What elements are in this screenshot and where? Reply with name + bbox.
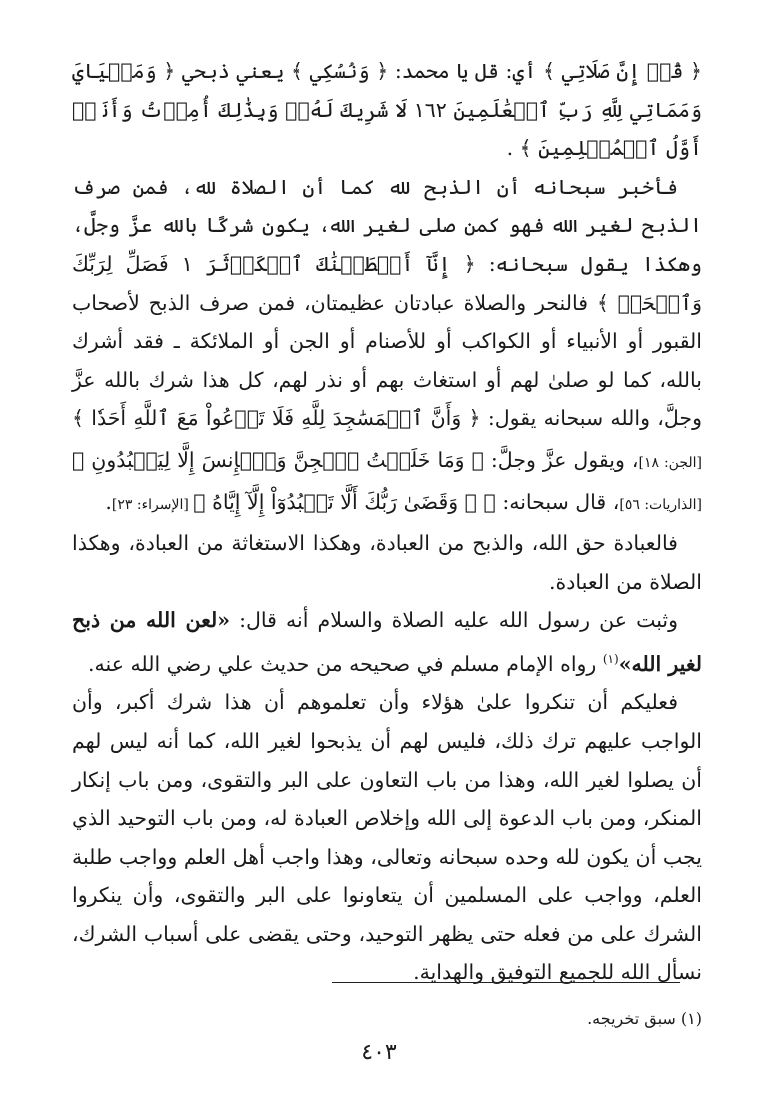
paragraph-text: رواه الإمام مسلم في صحيحه من حديث علي رضي الله عنه. [88,651,603,676]
hadith-text: «لعن الله من ذبح لغير الله» [72,608,702,676]
paragraph-text: فعليكم أن تنكروا علىٰ هؤلاء وأن تعلموهم أن هذا شرك أكبر، وأن الواجب عليهم ترك ذلك، فليس لهم أن يذبحوا لغير الله، كما أنه ليس لهم أن يصلوا لغير الله، وهذا من باب التعاون على البر والتقوى، ومن باب إنكار المنكر، ومن باب الدعوة إلى الله وإخلاص العبادة له، ومن باب التوحيد الذي يجب أن يكون لله وحده سبحانه وتعالى، وهذا واجب أهل العلم وواجب طلبة العلم، وواجب على المسلمين أن يتعاونوا على البر والتقوى، وأن ينكروا الشرك على من فعله حتى يظهر التوحيد، وحتى يقضى على أسباب الشرك، نسأل الله للجميع التوفيق والهداية. [72,690,702,985]
paragraph-text: ، قال سبحانه: [495,489,620,514]
footnote-separator [332,982,680,983]
quran-verse: ﴿ إِنَّآ أَعۡطَيۡنَٰكَ ٱلۡكَوۡثَرَ ١ فَصَلِّ لِرَبِّكَ وَٱنۡحَرۡ ﴾ [72,251,702,315]
page-number: ٤٠٣ [361,1040,397,1065]
paragraph-3 [72,524,702,601]
paragraph-4 [72,601,702,683]
quran-verse: ﴿ وَمَا خَلَقۡتُ ٱلۡجِنَّ وَٱلۡإِنسَ إِلَّا لِيَعۡبُدُونِ ﴾ [72,447,484,472]
quran-verse: ﴿ وَمَحۡيَايَ وَمَمَاتِي لِلَّهِ رَبِّ ٱلۡعَٰلَمِينَ ١٦٢ لَا شَرِيكَ لَهُۥۖ وَبِذَٰلِكَ أُمِرۡتُ وَأَنَا۠ أَوَّلُ ٱلۡمُسۡلِمِينَ ﴾ [72,59,702,161]
paragraph-text: . [105,489,112,514]
paragraph-text: فالعبادة حق الله، والذبح من العبادة، وهكذا الاستغاثة من العبادة، وهكذا الصلاة من العبادة. [72,531,702,594]
quran-verse: ﴿ ۞ وَقَضَىٰ رَبُّكَ أَلَّا تَعۡبُدُوٓاْ إِلَّآ إِيَّاهُ ﴾ [193,489,496,514]
paragraph-text: . [506,136,520,161]
footnote [587,1008,702,1030]
footnote-text: سبق تخريجه. [587,1009,676,1028]
paragraph-text: ، ويقول عزَّ وجلَّ: [483,447,639,472]
paragraph-text: فأخبر سبحانه أن الذبح لله كما أن الصلاة لله، فمن صرف الذبح لغير الله فهو كمن صلى لغير الله، يكون شركًا بالله عزَّ وجلَّ، وهكذا يقول سبحانه: [72,174,702,276]
verse-reference: [الجن: ١٨] [638,454,702,471]
quran-verse: ﴿ قُلۡ إِنَّ صَلَاتِي ﴾ [543,59,702,83]
paragraph-5 [72,683,702,992]
paragraph-text: أي: قل يا محمد: [388,59,544,83]
verse-reference: [الذاريات: ٥٦] [619,496,702,513]
verse-reference: [الإسراء: ٢٣] [111,496,194,513]
quran-verse: ﴿ وَنُسُكِي ﴾ [291,59,389,83]
page-body [72,52,702,992]
footnote-marker: (١) [602,651,619,666]
paragraph-text: يعني ذبحي [175,59,292,83]
footnote-number: (١) [680,1009,702,1028]
paragraph-text: فالنحر والصلاة عبادتان عظيمتان، فمن صرف الذبح لأصحاب القبور أو الأنبياء أو الكواكب أو للأصنام أو الجن أو الملائكة ـ فقد أشرك بالله، كما لو صلىٰ لهم أو استغاث بهم أو نذر لهم، كل هذا شرك بالله عزَّ وجلَّ، والله سبحانه يقول: [72,290,703,431]
paragraph-2 [72,168,702,524]
quran-verse: ﴿ وَأَنَّ ٱلۡمَسَٰجِدَ لِلَّهِ فَلَا تَدۡعُواْ مَعَ ٱللَّهِ أَحَدٗا ﴾ [72,406,481,431]
paragraph-text: وثبت عن رسول الله عليه الصلاة والسلام أنه قال: [230,608,678,633]
paragraph-1 [72,52,702,168]
